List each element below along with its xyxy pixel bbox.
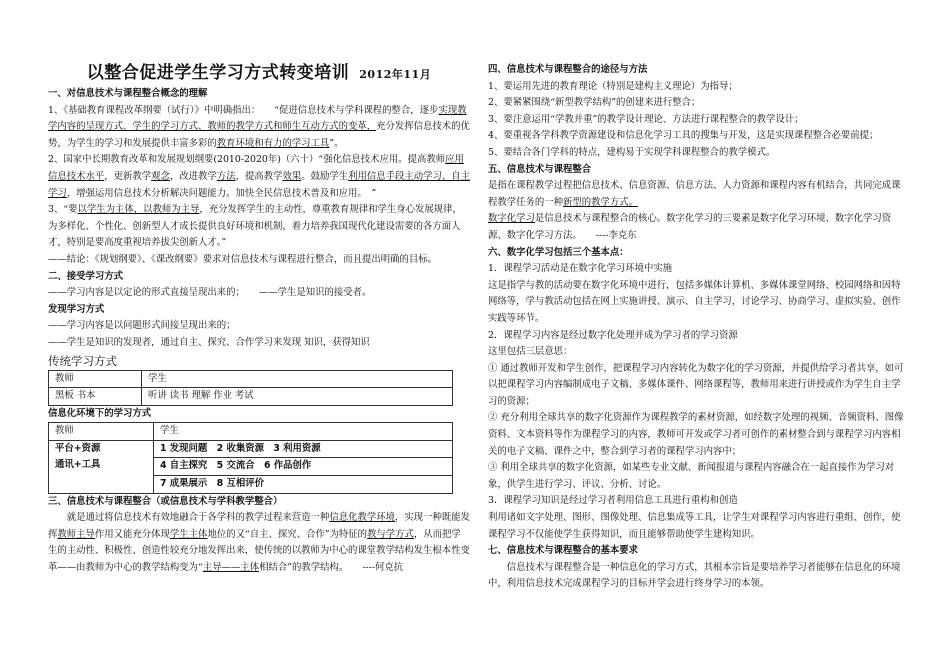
s6-point-3: 利用诸如文字处理、图形、图像处理、信息集成等工具，让学生对课程学习内容进行重组、创作，使课程学习不仅能使学生获得知识，而且能够帮助使学生建构知识。	[488, 512, 901, 540]
table-cell: 听讲 读书 理解 作业 考试	[142, 388, 453, 406]
table-cell: 教师	[49, 423, 154, 441]
table-cell: 1 发现问题 2 收集资源 3 利用资源	[154, 440, 453, 458]
discover-line-1: ——学习内容是以问题形式间接呈现出来的；	[48, 320, 236, 332]
s6-point-3-title: 3．课程学习知识是经过学习者利用信息工具进行重构和创造	[488, 495, 738, 507]
table-cell: 教师	[49, 370, 142, 388]
trad-table	[48, 370, 453, 406]
info-table	[48, 422, 453, 493]
table-cell: 学生	[154, 423, 453, 441]
s1-paragraph-3: 3、“要以学生为主体，以教师为主导，充分发挥学生的主动性，尊重教育规律和学生身心发展规律，为多样化、个性化、创新型人才成长提供良好环境和机制，着力培养我国现代化建设需要的各方面人才，特别是要高度重视培养拔尖创新人才。”	[48, 204, 462, 249]
s1-conclusion: ——结论：《规划纲要》、《课改纲要》要求对信息技术与课程进行整合，而且提出明确的目标。	[48, 253, 438, 265]
table-cell: 4 自主探究 5 交流合 6 作品创作	[154, 458, 453, 476]
trad-heading: 传统学习方式	[48, 353, 117, 368]
s6-point-2: 这里包括三层意思：	[488, 346, 573, 358]
list-item: 4、要重视各学科教学资源建设和信息化学习工具的搜集与开发，这是实现课程整合必要前提；	[488, 130, 879, 142]
info-heading: 信息化环境下的学习方式	[48, 407, 152, 419]
s3-heading: 三、信息技术与课程整合（或信息技术与学科教学整合）	[48, 495, 283, 507]
s3-paragraph: 就是通过将信息技术有效地融合于各学科的教学过程来营造一种信息化教学环境，实现一种既能发挥教师主导作用又能充分体现学生主体地位的又“自主、探究、合作”为特征的教与学方式，从而把学生的主动性、积极性、创造性较充分地发挥出来，使传统的以教师为中心的课堂教学结构发生根本性变革——由教师为中心的教学结构变为“主导——主体相结合”的教学结构。 ----何克抗	[48, 512, 470, 574]
list-item: 2、要紧紧围绕“新型教学结构”的创建来进行整合；	[488, 97, 701, 109]
discover-line-2: ——学生是知识的发现者，通过自主、探究、合作学习来发现 知识，获得知识	[48, 336, 370, 348]
table-cell: 7 成果展示 8 互相评价	[154, 476, 453, 494]
s2-heading: 二、接受学习方式	[48, 270, 124, 282]
s5-paragraph: 是指在课程教学过程把信息技术、信息资源、信息方法、人力资源和课程内容有机结合，共同完成课程教学任务的一种新型的教学方式。	[488, 180, 901, 208]
s4-heading: 四、信息技术与课程整合的途径与方法	[488, 64, 648, 75]
s3-author: ----何克抗	[362, 562, 404, 574]
table-cell: 黑板 书本	[49, 388, 142, 406]
s1-heading: 一、对信息技术与课程整合概念的理解	[48, 88, 208, 99]
page-title: 以整合促进学生学习方式转变培训 2012年11月	[86, 63, 432, 83]
s6-point-1-title: 1．课程学习活动是在数字化学习环境中实施	[488, 263, 673, 275]
s7-paragraph: 信息技术与课程整合是一种信息化的学习方式，其根本宗旨是要培养学习者能够在信息化的环境中，利用信息技术完成课程学习的目标并学会进行终身学习的本领。	[488, 561, 901, 590]
right-column	[488, 62, 908, 593]
left-column	[48, 62, 470, 577]
s1-paragraph-1: 1、《基础教育课程改革纲要（试行）》中明确指出： “促进信息技术与学科课程的整合，逐步实现教学内容的呈现方式、学生的学习方式、教师的教学方式和师生互动方式的变革，充分发挥信息技术的优势，为学生的学习和发展提供丰富多彩的教育环境和有力的学习工具”。	[48, 104, 470, 149]
list-item: 5、要结合各门学科的特点，建构易于实现学科课程整合的教学模式。	[488, 146, 776, 158]
discover-heading: 发现学习方式	[48, 303, 105, 315]
s6-point-2-title: 2．课程学习内容是经过数字化处理并成为学习者的学习资源	[488, 329, 738, 341]
s6-point-1: 这是指学与教的活动要在数字化环境中进行，包括多媒体计算机、多媒体课堂网络、校园网络和因特网络等，学与教活动包括在网上实施讲授、演示、自主学习，讨论学习、协商学习、虚拟实验、创作实践等环节。	[488, 279, 901, 324]
s5-heading: 五、信息技术与课程整合	[488, 163, 592, 175]
s5-paragraph-2: 数字化学习是信息技术与课程整合的核心。数字化学习的三要素是数字化学习环境、数字化学习资源、数字化学习方法。 ----李克东	[488, 213, 892, 241]
s7-heading: 七、信息技术与课程整合的基本要求	[488, 545, 639, 557]
list-item: 1、要运用先进的教育理论（特别是建构主义理论）为指导；	[488, 80, 738, 92]
s6-circle-1: ① 通过教师开发和学生创作，把课程学习内容转化为数字化的学习资源，并提供给学习者共享，如可以把课程学习内容编制成电子文稿、多媒体课件、网络课程等，教师用来进行讲授或作为学生自主学习的资源；	[488, 362, 904, 407]
table-cell: 学生	[142, 370, 453, 388]
s6-circle-2: ② 充分利用全球共享的数字化资源作为课程教学的素材资源，如经数字处理的视频、音频资料、图像资料、文本资料等作为课程学习的内容，教师可开发或学习者可创作的素材整合到与课程学习内容相关的电子文稿、课件之中，整合到学习者的课程学习内容中；	[488, 412, 904, 457]
s6-circle-3: ③ 利用全球共享的数字化资源，如某些专业文献、新闻报道与课程内容融合在一起直接作为学习对象，供学生进行学习、评议、分析、讨论。	[488, 462, 895, 490]
s6-heading: 六、数字化学习包括三个基本点：	[488, 246, 629, 258]
s1-paragraph-2: 2、国家中长期教育改革和发展规划纲要(2010-2020年)（六十）“强化信息技术应用。提高教师应用信息技术水平，更新教学观念，改进教学方法，提高教学效果。鼓励学生利用信息手段主动学习、自主学习，增强运用信息技术分析解决问题能力。加快全民信息技术普及和应用。 ”	[48, 154, 471, 199]
date: 2012年11月	[359, 68, 432, 81]
table-cell: 平台+资源 通讯+工具	[49, 440, 154, 493]
s2-line: ——学习内容是以定论的形式直接呈现出来的； ——学生是知识的接受者。	[48, 287, 372, 299]
list-item: 3、要注意运用“学教并重”的教学设计理论、方法进行课程整合的教学设计；	[488, 113, 804, 125]
